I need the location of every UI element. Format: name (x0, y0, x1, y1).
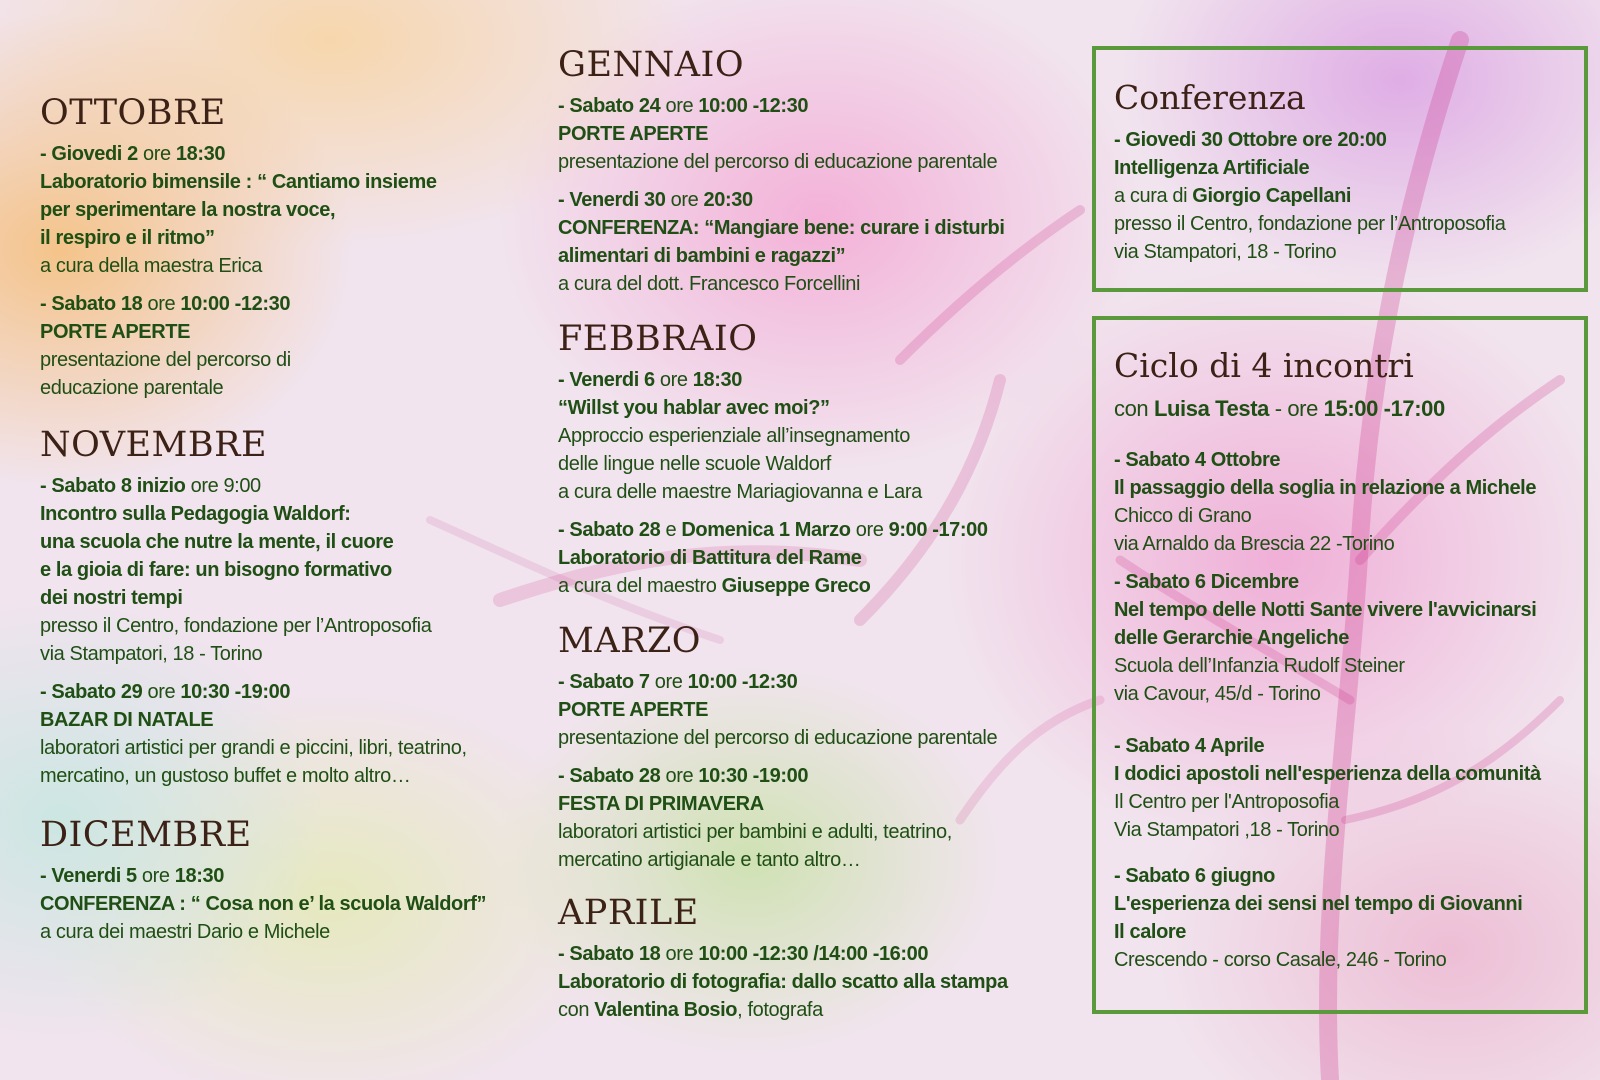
event-date-line (558, 516, 1058, 544)
event-detail: via Cavour, 45/d - Torino (1114, 683, 1321, 705)
event-title: Laboratorio bimensile : “ Cantiamo insieme (40, 171, 437, 193)
event-title: BAZAR DI NATALE (40, 709, 214, 731)
event-date-line (558, 186, 1058, 214)
event-detail: a cura delle maestre Mariagiovanna e Lara (558, 481, 922, 503)
event-detail: via Arnaldo da Brescia 22 -Torino (1114, 533, 1395, 555)
event-detail: presentazione del percorso di (40, 349, 291, 371)
event-day: - Venerdi 5 (40, 865, 137, 887)
ciclo-sub-time: 15:00 -17:00 (1323, 396, 1445, 421)
event-date-line (558, 92, 1058, 120)
event-time: 18:30 (692, 369, 742, 391)
event-presenter-name: Giuseppe Greco (721, 575, 871, 597)
event-time: 10:30 -19:00 (698, 765, 809, 787)
event-day: - Sabato 28 (558, 765, 661, 787)
event-ore: ore (142, 681, 181, 703)
event-detail: mercatino artigianale e tanto altro… (558, 849, 861, 871)
event-novembre-1 (40, 472, 520, 668)
event-detail: Chicco di Grano (1114, 505, 1252, 527)
event-ore: ore (142, 293, 181, 315)
ciclo-item-4 (1114, 862, 1584, 974)
event-detail: educazione parentale (40, 377, 224, 399)
event-title: “Willst you hablar avec moi?” (558, 397, 830, 419)
event-detail: delle lingue nelle scuole Waldorf (558, 453, 831, 475)
conferenza-box (1092, 46, 1588, 292)
event-novembre-2 (40, 678, 520, 790)
event-day: Domenica 1 Marzo (681, 519, 851, 541)
event-ore: ore (654, 369, 693, 391)
event-day: - Sabato 7 (558, 671, 650, 693)
month-heading-marzo: MARZO (558, 621, 701, 661)
event-detail-suffix: , fotografa (737, 999, 823, 1021)
event-conjunction: e (660, 519, 682, 541)
ciclo-item-1 (1114, 446, 1584, 558)
event-detail: presso il Centro, fondazione per l’Antroposofia (1114, 213, 1506, 235)
middle-column (558, 44, 1058, 1034)
event-time: 10:00 -12:30 (698, 95, 809, 117)
event-detail: laboratori artistici per grandi e piccini, libri, teatrino, (40, 737, 467, 759)
event-time: 18:30 (174, 865, 224, 887)
event-detail: via Stampatori, 18 - Torino (1114, 241, 1337, 263)
month-heading-aprile: APRILE (558, 893, 699, 933)
event-detail: Crescendo - corso Casale, 246 - Torino (1114, 949, 1447, 971)
conferenza-event (1114, 126, 1584, 266)
event-title: FESTA DI PRIMAVERA (558, 793, 764, 815)
event-title: I dodici apostoli nell'esperienza della comunità (1114, 763, 1541, 785)
event-ore: ore 9:00 (185, 475, 261, 497)
event-title: Nel tempo delle Notti Sante vivere l'avvicinarsi (1114, 599, 1537, 621)
event-ottobre-2 (40, 290, 520, 402)
ciclo-speaker-name: Luisa Testa (1153, 396, 1269, 421)
event-detail: Il Centro per l'Antroposofia (1114, 791, 1339, 813)
event-detail: Approccio esperienziale all’insegnamento (558, 425, 910, 447)
event-date-line (558, 762, 1058, 790)
event-date-line (40, 290, 520, 318)
event-ore: ore (660, 95, 699, 117)
event-date-line: - Sabato 4 Ottobre (1114, 449, 1281, 471)
event-title: CONFERENZA: “Mangiare bene: curare i disturbi (558, 217, 1005, 239)
event-detail-prefix: a cura di (1114, 185, 1193, 207)
event-date-line: - Sabato 6 giugno (1114, 865, 1275, 887)
event-detail: via Stampatori, 18 - Torino (40, 643, 263, 665)
month-heading-dicembre: DICEMBRE (40, 815, 252, 855)
event-day: - Sabato 29 (40, 681, 143, 703)
event-day: - Sabato 18 (40, 293, 143, 315)
event-day: - Sabato 18 (558, 943, 661, 965)
event-detail (558, 996, 1058, 1024)
event-dicembre-1 (40, 862, 520, 946)
event-ore: ore (136, 865, 175, 887)
event-title: Il passaggio della soglia in relazione a Michele (1114, 477, 1537, 499)
event-detail: mercatino, un gustoso buffet e molto altro… (40, 765, 411, 787)
event-time: 18:30 (175, 143, 226, 165)
event-ore: ore (660, 943, 699, 965)
event-title: PORTE APERTE (40, 321, 191, 343)
event-date-line (40, 678, 520, 706)
event-title: Laboratorio di fotografia: dallo scatto alla stampa (558, 971, 1008, 993)
event-ore: ore (665, 189, 704, 211)
event-detail (1114, 182, 1584, 210)
ciclo-subtitle (1114, 394, 1584, 424)
event-title: Incontro sulla Pedagogia Waldorf: (40, 503, 351, 525)
event-ore: ore (660, 765, 699, 787)
event-detail: a cura del dott. Francesco Forcellini (558, 273, 861, 295)
event-febbraio-2 (558, 516, 1058, 600)
event-time: 10:00 -12:30 (180, 293, 291, 315)
event-presenter-name: Valentina Bosio (594, 999, 738, 1021)
month-heading-febbraio: FEBBRAIO (558, 319, 758, 359)
event-gennaio-2 (558, 186, 1058, 298)
event-title: PORTE APERTE (558, 699, 709, 721)
event-date-line: - Giovedi 30 Ottobre ore 20:00 (1114, 129, 1387, 151)
event-time: 10:30 -19:00 (180, 681, 291, 703)
event-date-line (558, 366, 1058, 394)
event-detail: Via Stampatori ,18 - Torino (1114, 819, 1340, 841)
event-title: Intelligenza Artificiale (1114, 157, 1310, 179)
month-heading-ottobre: OTTOBRE (40, 93, 226, 133)
event-title: e la gioia di fare: un bisogno formativo (40, 559, 392, 581)
event-time: 20:30 (703, 189, 753, 211)
event-detail: presentazione del percorso di educazione parentale (558, 151, 998, 173)
event-day: - Venerdi 30 (558, 189, 666, 211)
event-detail: presentazione del percorso di educazione parentale (558, 727, 998, 749)
event-title: per sperimentare la nostra voce, (40, 199, 336, 221)
event-title: dei nostri tempi (40, 587, 183, 609)
event-detail: a cura della maestra Erica (40, 255, 262, 277)
event-marzo-1 (558, 668, 1058, 752)
event-title: L'esperienza dei sensi nel tempo di Giovanni (1114, 893, 1523, 915)
event-detail: a cura dei maestri Dario e Michele (40, 921, 330, 943)
event-ottobre-1 (40, 140, 520, 280)
event-date-line (40, 862, 520, 890)
event-ore: ore (649, 671, 688, 693)
month-heading-novembre: NOVEMBRE (40, 425, 267, 465)
event-marzo-2 (558, 762, 1058, 874)
event-date-line (40, 140, 520, 168)
event-date-line (558, 668, 1058, 696)
event-title: il respiro e il ritmo” (40, 227, 215, 249)
ciclo-title: Ciclo di 4 incontri (1114, 346, 1414, 385)
event-title: PORTE APERTE (558, 123, 709, 145)
event-detail: laboratori artistici per bambini e adulti, teatrino, (558, 821, 952, 843)
event-date-line: - Sabato 4 Aprile (1114, 735, 1265, 757)
left-column (40, 92, 520, 956)
event-detail: presso il Centro, fondazione per l’Antroposofia (40, 615, 432, 637)
event-detail: Scuola dell’Infanzia Rudolf Steiner (1114, 655, 1405, 677)
ciclo-item-3 (1114, 732, 1584, 844)
event-title: delle Gerarchie Angeliche (1114, 627, 1349, 649)
event-time: 9:00 -17:00 (888, 519, 988, 541)
event-title: Il calore (1114, 921, 1186, 943)
month-heading-gennaio: GENNAIO (558, 45, 745, 85)
event-ore: ore (850, 519, 889, 541)
event-date-line (558, 940, 1058, 968)
event-presenter-name: Giorgio Capellani (1192, 185, 1352, 207)
event-day: - Sabato 28 (558, 519, 661, 541)
event-day: - Venerdi 6 (558, 369, 655, 391)
event-febbraio-1 (558, 366, 1058, 506)
event-title: Laboratorio di Battitura del Rame (558, 547, 862, 569)
event-date-line (40, 472, 520, 500)
event-detail (558, 572, 1058, 600)
event-time: 10:00 -12:30 /14:00 -16:00 (698, 943, 929, 965)
event-detail-prefix: a cura del maestro (558, 575, 722, 597)
ciclo-item-2 (1114, 568, 1584, 708)
event-date-line: - Sabato 6 Dicembre (1114, 571, 1299, 593)
event-title: alimentari di bambini e ragazzi” (558, 245, 846, 267)
event-gennaio-1 (558, 92, 1058, 176)
ciclo-box (1092, 316, 1588, 1014)
event-day: - Giovedi 2 (40, 143, 138, 165)
event-day: - Sabato 8 inizio (40, 475, 186, 497)
conferenza-title: Conferenza (1114, 78, 1306, 117)
event-day: - Sabato 24 (558, 95, 661, 117)
event-time: 10:00 -12:30 (687, 671, 798, 693)
ciclo-sub-prefix: con (1114, 396, 1154, 421)
ciclo-sub-ore: - ore (1269, 396, 1324, 421)
event-detail-prefix: con (558, 999, 595, 1021)
event-aprile-1 (558, 940, 1058, 1024)
event-title: una scuola che nutre la mente, il cuore (40, 531, 394, 553)
event-title: CONFERENZA : “ Cosa non e’ la scuola Waldorf” (40, 893, 487, 915)
event-ore: ore (137, 143, 176, 165)
